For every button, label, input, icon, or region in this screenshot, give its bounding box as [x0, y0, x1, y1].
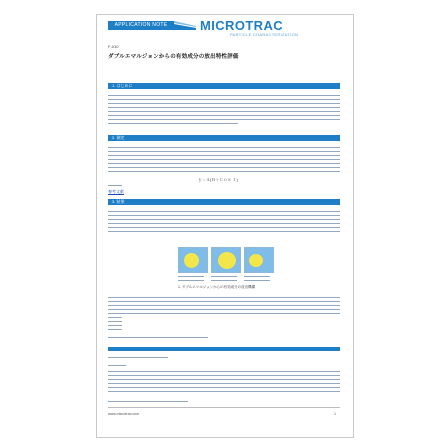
figure-caption-line [244, 280, 270, 281]
page-number: 1 [334, 412, 336, 416]
section-label: 3. 結果 [112, 199, 125, 204]
text-line [108, 99, 340, 100]
logo-tagline: PARTICLE CHARACTERIZATION [230, 32, 299, 37]
text-line [108, 321, 122, 322]
section-header-1 [108, 83, 340, 89]
section-divider-bar [108, 347, 340, 351]
emulsion-figure [178, 247, 274, 273]
text-line [108, 223, 340, 224]
text-line [108, 297, 340, 298]
figure-caption-line [211, 276, 237, 277]
reference-link[interactable]: 参考文献 [108, 189, 124, 194]
document-number: F-010 [108, 44, 119, 49]
emulsion-image-1 [178, 247, 208, 273]
figure-caption: 1. ダブルエマルジョンからの有効成分の放出機構 [178, 285, 256, 289]
text-line [108, 301, 340, 302]
company-logo: MICROTRAC [200, 18, 284, 33]
text-line [108, 365, 126, 366]
text-line [108, 119, 340, 120]
text-line [108, 329, 122, 330]
text-line [108, 391, 340, 392]
text-line [108, 309, 340, 310]
text-line [108, 147, 340, 148]
text-line [108, 375, 340, 376]
text-line [108, 167, 340, 168]
figure-caption-line [244, 276, 270, 277]
emulsion-image-2 [211, 247, 241, 273]
document-page [96, 14, 354, 438]
text-line [108, 215, 340, 216]
text-line [108, 115, 340, 116]
application-note-badge: APPLICATION NOTE [108, 21, 174, 30]
footnote-line [108, 401, 188, 402]
text-line [108, 171, 340, 172]
text-line [108, 111, 340, 112]
text-line [108, 107, 340, 108]
text-line [108, 337, 208, 338]
text-line [108, 357, 168, 358]
logo-swoosh-icon [174, 21, 196, 30]
text-line [108, 325, 122, 326]
text-line [108, 155, 340, 156]
text-line [108, 379, 340, 380]
text-line [108, 387, 340, 388]
figure-caption-line [178, 276, 204, 277]
text-line [108, 371, 340, 372]
section-header-3 [108, 199, 340, 205]
emulsion-image-3 [244, 247, 274, 273]
page-content [108, 18, 340, 427]
text-line [108, 211, 340, 212]
equation: ｙ＝Ａ(Ｂ＋Ｃｏｓ ｔ) [198, 177, 238, 182]
text-line [108, 305, 340, 306]
text-line [108, 163, 340, 164]
text-line [108, 317, 122, 318]
text-line [108, 219, 340, 220]
text-line [108, 227, 340, 228]
text-line [108, 185, 122, 186]
section-label: 1. はじめに [112, 83, 133, 88]
footer-rule [108, 407, 340, 408]
text-line [108, 103, 340, 104]
text-line [108, 159, 340, 160]
text-line [108, 95, 340, 96]
document-title: ダブルエマルジョンからの有効成分の放出特性評価 [108, 54, 239, 60]
text-line [108, 313, 340, 314]
text-line [108, 151, 340, 152]
text-line [108, 383, 340, 384]
text-line [108, 123, 238, 124]
text-line [108, 231, 340, 232]
section-header-2 [108, 135, 340, 141]
footer-url[interactable]: www.microtrac.com [108, 412, 140, 416]
section-label: 2. 測定 [112, 135, 125, 140]
figure-caption-line [211, 280, 237, 281]
figure-caption-line [178, 280, 204, 281]
